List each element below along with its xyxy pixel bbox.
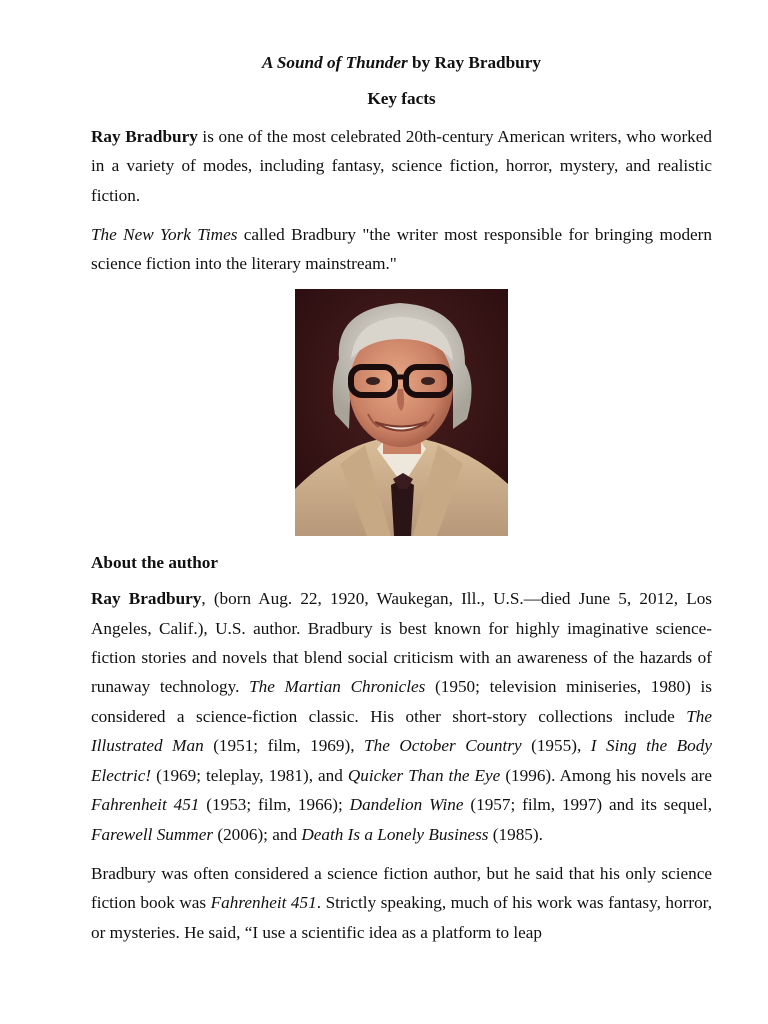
intro-paragraph: Ray Bradbury is one of the most celebrated 20th-century American writers, who worked in a variety of modes, including fantasy, science fiction, horror, mystery, and realistic fiction. (91, 126, 712, 205)
work-title: Fahrenheit 451 (210, 893, 317, 913)
bio-name: Ray Bradbury (91, 589, 202, 609)
intro-name: Ray Bradbury (91, 126, 198, 146)
title-work: A Sound of Thunder (262, 53, 408, 72)
about-author-heading: About the author (91, 552, 219, 572)
work-title: I Sing the Body Electric! (91, 736, 712, 785)
document-page (91, 48, 712, 957)
work-title: Death Is a Lonely Business (301, 824, 489, 844)
work-title: Fahrenheit 451 (91, 795, 200, 815)
work-title: Farewell Summer (91, 824, 214, 844)
document-title (91, 48, 712, 77)
author-photo (295, 289, 508, 536)
bio-paragraph: Ray Bradbury, (born Aug. 22, 1920, Waukegan, Ill., U.S.—died June 5, 2012, Los Angeles, Calif.), U.S. author. Bradbury is best known for highly imaginative science-fiction stories and novels that blend social criticism with an awareness of the hazards of runaway technology. The Martian Chronicles (1950; television miniseries, 1980) is considered a science-fiction classic. His other short-story collections include The Illustrated Man (1951; film, 1969), The October Country (1955), I Sing the Body Electric! (1969; teleplay, 1981), and Quicker Than the Eye (1996). Among his novels are Fahrenheit 451 (1953; film, 1966); Dandelion Wine (1957; film, 1997) and its sequel, Farewell Summer (2006); and Death Is a Lonely Business (1985). (91, 589, 712, 844)
nyt-source: The New York Times (91, 225, 238, 245)
work-title: The Illustrated Man (91, 706, 712, 756)
quote-paragraph: Bradbury was often considered a science fiction author, but he said that his only science fiction book was Fahrenheit 451. Strictly speaking, much of his work was fantasy, horror, or mysteries. He said, “I use a scientific idea as a platform to leap (91, 863, 712, 942)
work-title: The October Country (364, 736, 522, 756)
title-author: by Ray Bradbury (407, 53, 541, 72)
nyt-paragraph: The New York Times called Bradbury "the writer most responsible for bringing modern science fiction into the literary mainstream." (91, 225, 713, 274)
author-photo-container (91, 289, 712, 536)
work-title: The Martian Chronicles (249, 677, 426, 697)
work-title: Quicker Than the Eye (347, 765, 501, 785)
work-title: Dandelion Wine (349, 795, 464, 815)
section-subtitle: Key facts (367, 89, 436, 109)
